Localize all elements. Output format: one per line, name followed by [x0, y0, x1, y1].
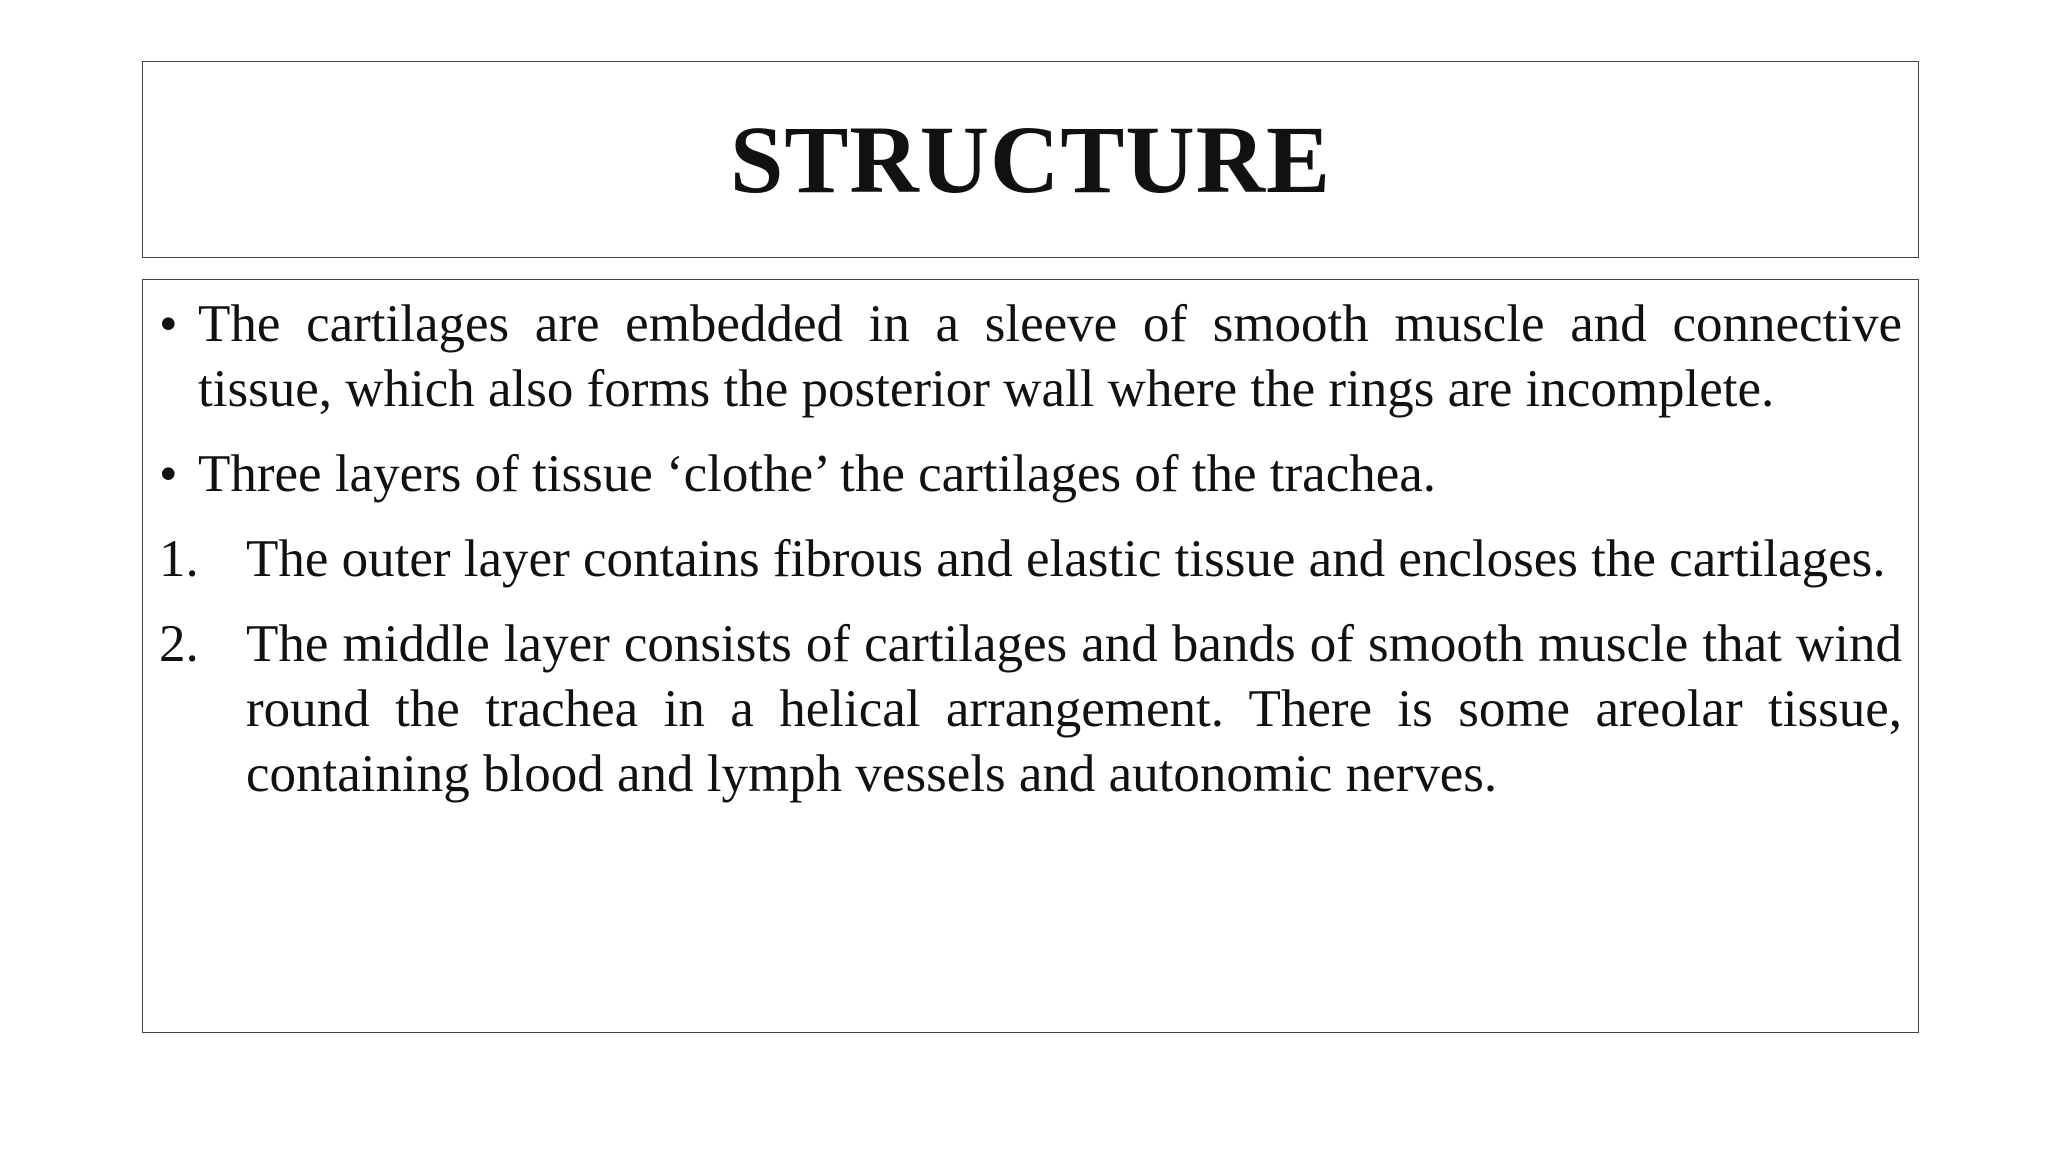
numbered-text: The outer layer contains fibrous and elastic tissue and encloses the cartilages. [246, 530, 1886, 588]
bullet-marker: • [159, 295, 178, 353]
numbered-item [159, 527, 1902, 592]
bullet-item [159, 442, 1902, 507]
numbered-item [159, 612, 1902, 807]
bullet-text: Three layers of tissue ‘clothe’ the cartilages of the trachea. [198, 445, 1437, 503]
bullet-marker: • [159, 445, 178, 503]
slide-title: STRUCTURE [729, 105, 1332, 213]
content-box [142, 279, 1919, 1033]
bullet-item [159, 292, 1902, 422]
title-box [142, 61, 1919, 258]
numbered-text: The middle layer consists of cartilages and bands of smooth muscle that wind round the trachea in a helical arrangement. There is some areolar tissue, containing blood and lymph vessels and autonomic nerves. [246, 615, 1902, 803]
number-marker: 2. [159, 615, 199, 673]
bullet-text: The cartilages are embedded in a sleeve of smooth muscle and connective tissue, which also forms the posterior wall where the rings are incomplete. [198, 295, 1902, 418]
number-marker: 1. [159, 530, 199, 588]
